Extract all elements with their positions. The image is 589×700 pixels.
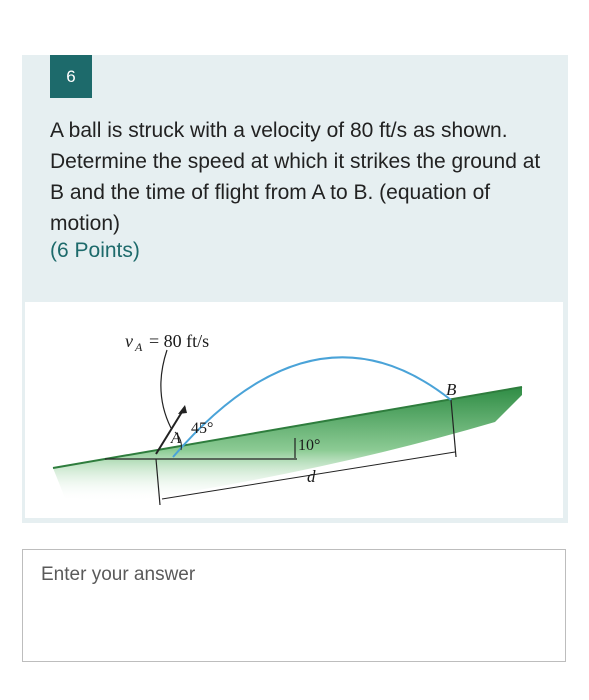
answer-input[interactable]: [23, 550, 565, 661]
question-points: (6 Points): [50, 239, 140, 262]
answer-box: [22, 549, 566, 662]
question-number-badge: 6: [50, 55, 92, 98]
question-figure: [25, 302, 563, 518]
velocity-label-leader: [161, 350, 171, 428]
slope-angle-label: 10°: [298, 437, 321, 454]
point-b-label: B: [446, 380, 457, 399]
velocity-symbol: v: [125, 331, 133, 351]
velocity-label: = 80 ft/s: [149, 331, 210, 351]
question-card: [22, 55, 568, 523]
distance-label: d: [307, 467, 316, 486]
projectile-diagram: [25, 302, 563, 518]
point-a-label: A: [171, 430, 181, 447]
velocity-subscript: A: [135, 340, 143, 354]
question-text: A ball is struck with a velocity of 80 ft/s as shown. Determine the speed at which it strikes the ground at B and the time of flight from A to B. (equation of motion): [50, 119, 541, 235]
velocity-arrowhead: [178, 405, 187, 414]
launch-angle-label: 45°: [191, 420, 214, 437]
